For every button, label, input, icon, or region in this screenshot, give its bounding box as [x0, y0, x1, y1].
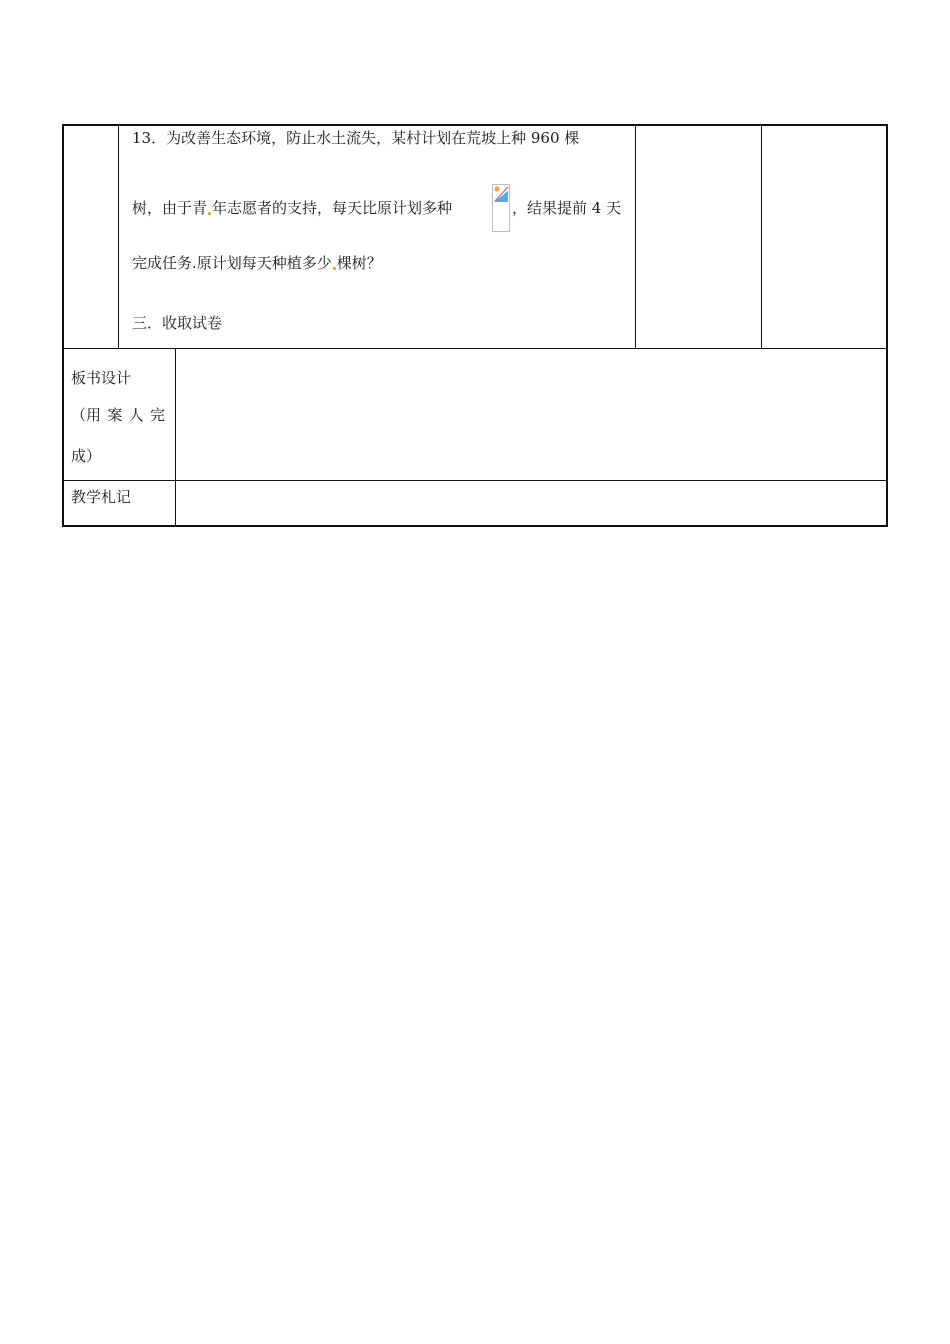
problem-13-line-2-part-b: 年志愿者的支持，每天比原计划多种 — [212, 199, 453, 217]
upper-col-divider-1 — [118, 124, 119, 349]
emphasis-dot — [208, 212, 211, 215]
problem-13-line-2 — [132, 198, 452, 218]
upper-col-divider-2 — [635, 124, 636, 349]
problem-13-line-3 — [132, 253, 382, 273]
row-divider-1 — [62, 348, 888, 349]
broken-picture-icon — [492, 184, 510, 232]
lower-col-divider — [175, 348, 176, 527]
problem-13-line-2-part-c: ，结果提前 4 天 — [512, 199, 622, 217]
board-design-label-char: 人 — [128, 406, 144, 424]
board-design-label-line-3: 成） — [71, 447, 102, 465]
upper-col-divider-3 — [761, 124, 762, 349]
board-design-label-line-2 — [71, 405, 165, 425]
section-three-heading: 三．收取试卷 — [132, 314, 223, 332]
problem-13-line-2-part-a: 树，由于青 — [132, 199, 208, 217]
emphasis-dot — [333, 267, 336, 270]
problem-13-line-1: 13．为改善生态环境，防止水土流失，某村计划在荒坡上种 960 棵 — [132, 129, 580, 147]
board-design-label-char: 完 — [149, 406, 165, 424]
problem-13-line-3-part-b: 棵树？ — [336, 254, 382, 272]
board-design-label-line-1: 板书设计 — [71, 369, 132, 387]
picture-glyph-icon — [493, 185, 509, 205]
board-design-label-char: （用 — [71, 406, 102, 424]
row-divider-2 — [62, 480, 888, 481]
problem-13-line-3-part-a: 完成任务.原计划每天种植多少 — [132, 254, 332, 272]
board-design-label-char: 案 — [107, 406, 123, 424]
teaching-notes-label: 教学札记 — [71, 488, 132, 506]
